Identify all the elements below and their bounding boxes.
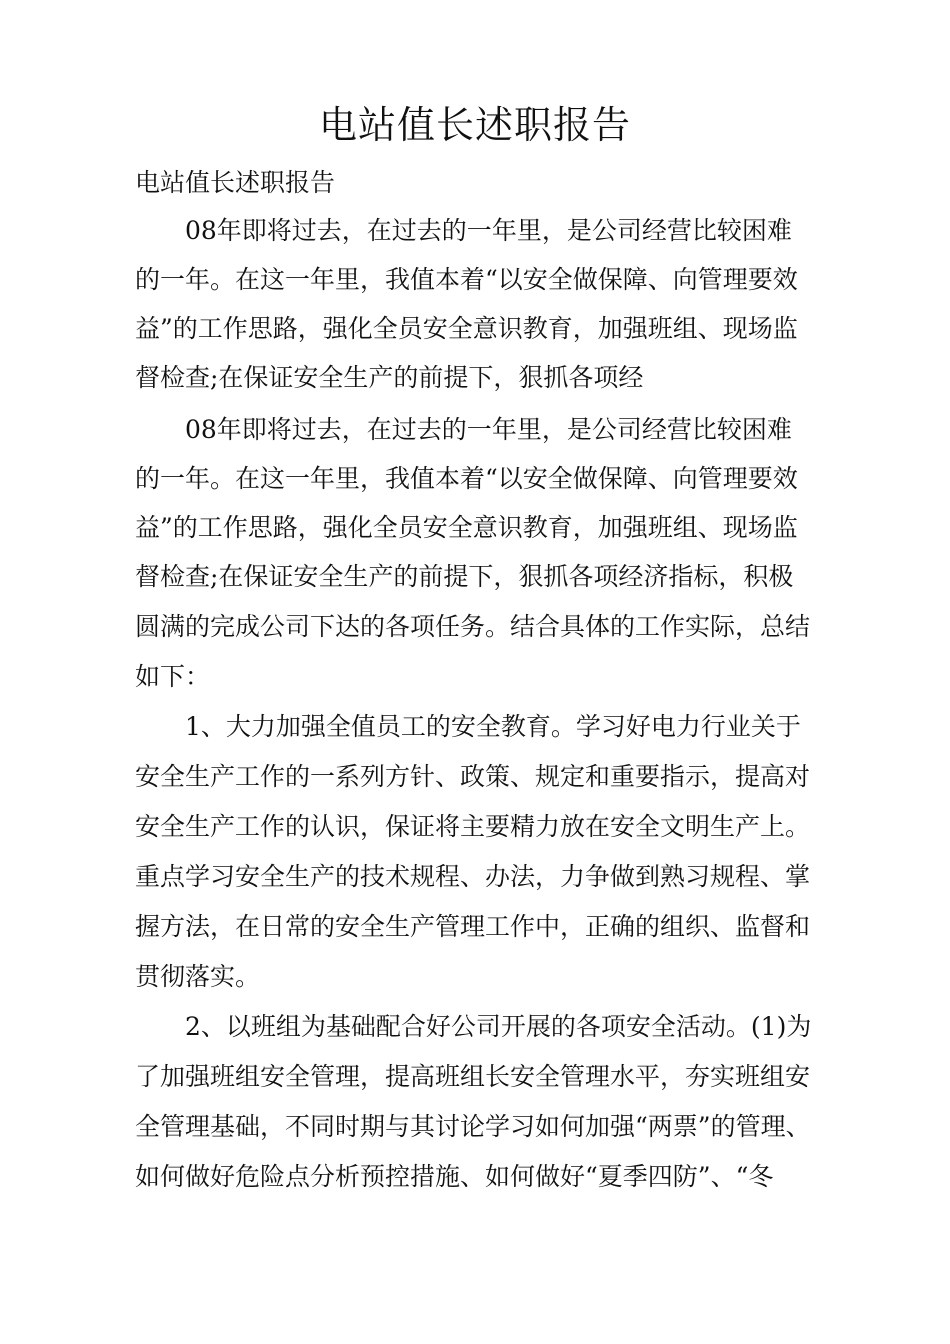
document-title: 电站值长述职报告 [318,103,631,147]
paragraph-line: 益”的工作思路，强化全员安全意识教育，加强班组、现场监 [135,513,798,542]
paragraph-line: 08年即将过去，在过去的一年里，是公司经营比较困难 [185,216,792,245]
paragraph-line: 督检查;在保证安全生产的前提下，狠抓各项经济指标，积极 [135,562,794,591]
paragraph-line: 圆满的完成公司下达的各项任务。结合具体的工作实际，总结 [135,612,811,641]
paragraph-line: 贯彻落实。 [135,962,261,991]
paragraph-line: 08年即将过去，在过去的一年里，是公司经营比较困难 [185,415,792,444]
paragraph-line: 全管理基础，不同时期与其讨论学习如何加强“两票”的管理、 [135,1112,811,1141]
paragraph-line: 益”的工作思路，强化全员安全意识教育，加强班组、现场监 [135,314,798,343]
paragraph-line: 安全生产工作的一系列方针、政策、规定和重要指示，提高对 [135,762,811,791]
paragraph-line: 2、以班组为基础配合好公司开展的各项安全活动。(1)为 [185,1012,812,1041]
paragraph-line: 的一年。在这一年里，我值本着“以安全做保障、向管理要效 [135,464,798,493]
paragraph-line: 督检查;在保证安全生产的前提下，狠抓各项经 [135,363,644,392]
paragraph-line: 重点学习安全生产的技术规程、办法，力争做到熟习规程、掌 [135,862,811,891]
paragraph-line: 1、大力加强全值员工的安全教育。学习好电力行业关于 [185,712,801,741]
paragraph-line: 如下： [135,662,211,691]
document-subtitle: 电站值长述职报告 [135,168,336,197]
paragraph-line: 安全生产工作的认识，保证将主要精力放在安全文明生产上。 [135,812,811,841]
paragraph-line: 了加强班组安全管理，提高班组长安全管理水平，夯实班组安 [135,1062,811,1091]
paragraph-line: 的一年。在这一年里，我值本着“以安全做保障、向管理要效 [135,265,798,294]
paragraph-line: 如何做好危险点分析预控措施、如何做好“夏季四防”、“冬 [135,1162,774,1191]
paragraph-line: 握方法，在日常的安全生产管理工作中，正确的组织、监督和 [135,912,811,941]
